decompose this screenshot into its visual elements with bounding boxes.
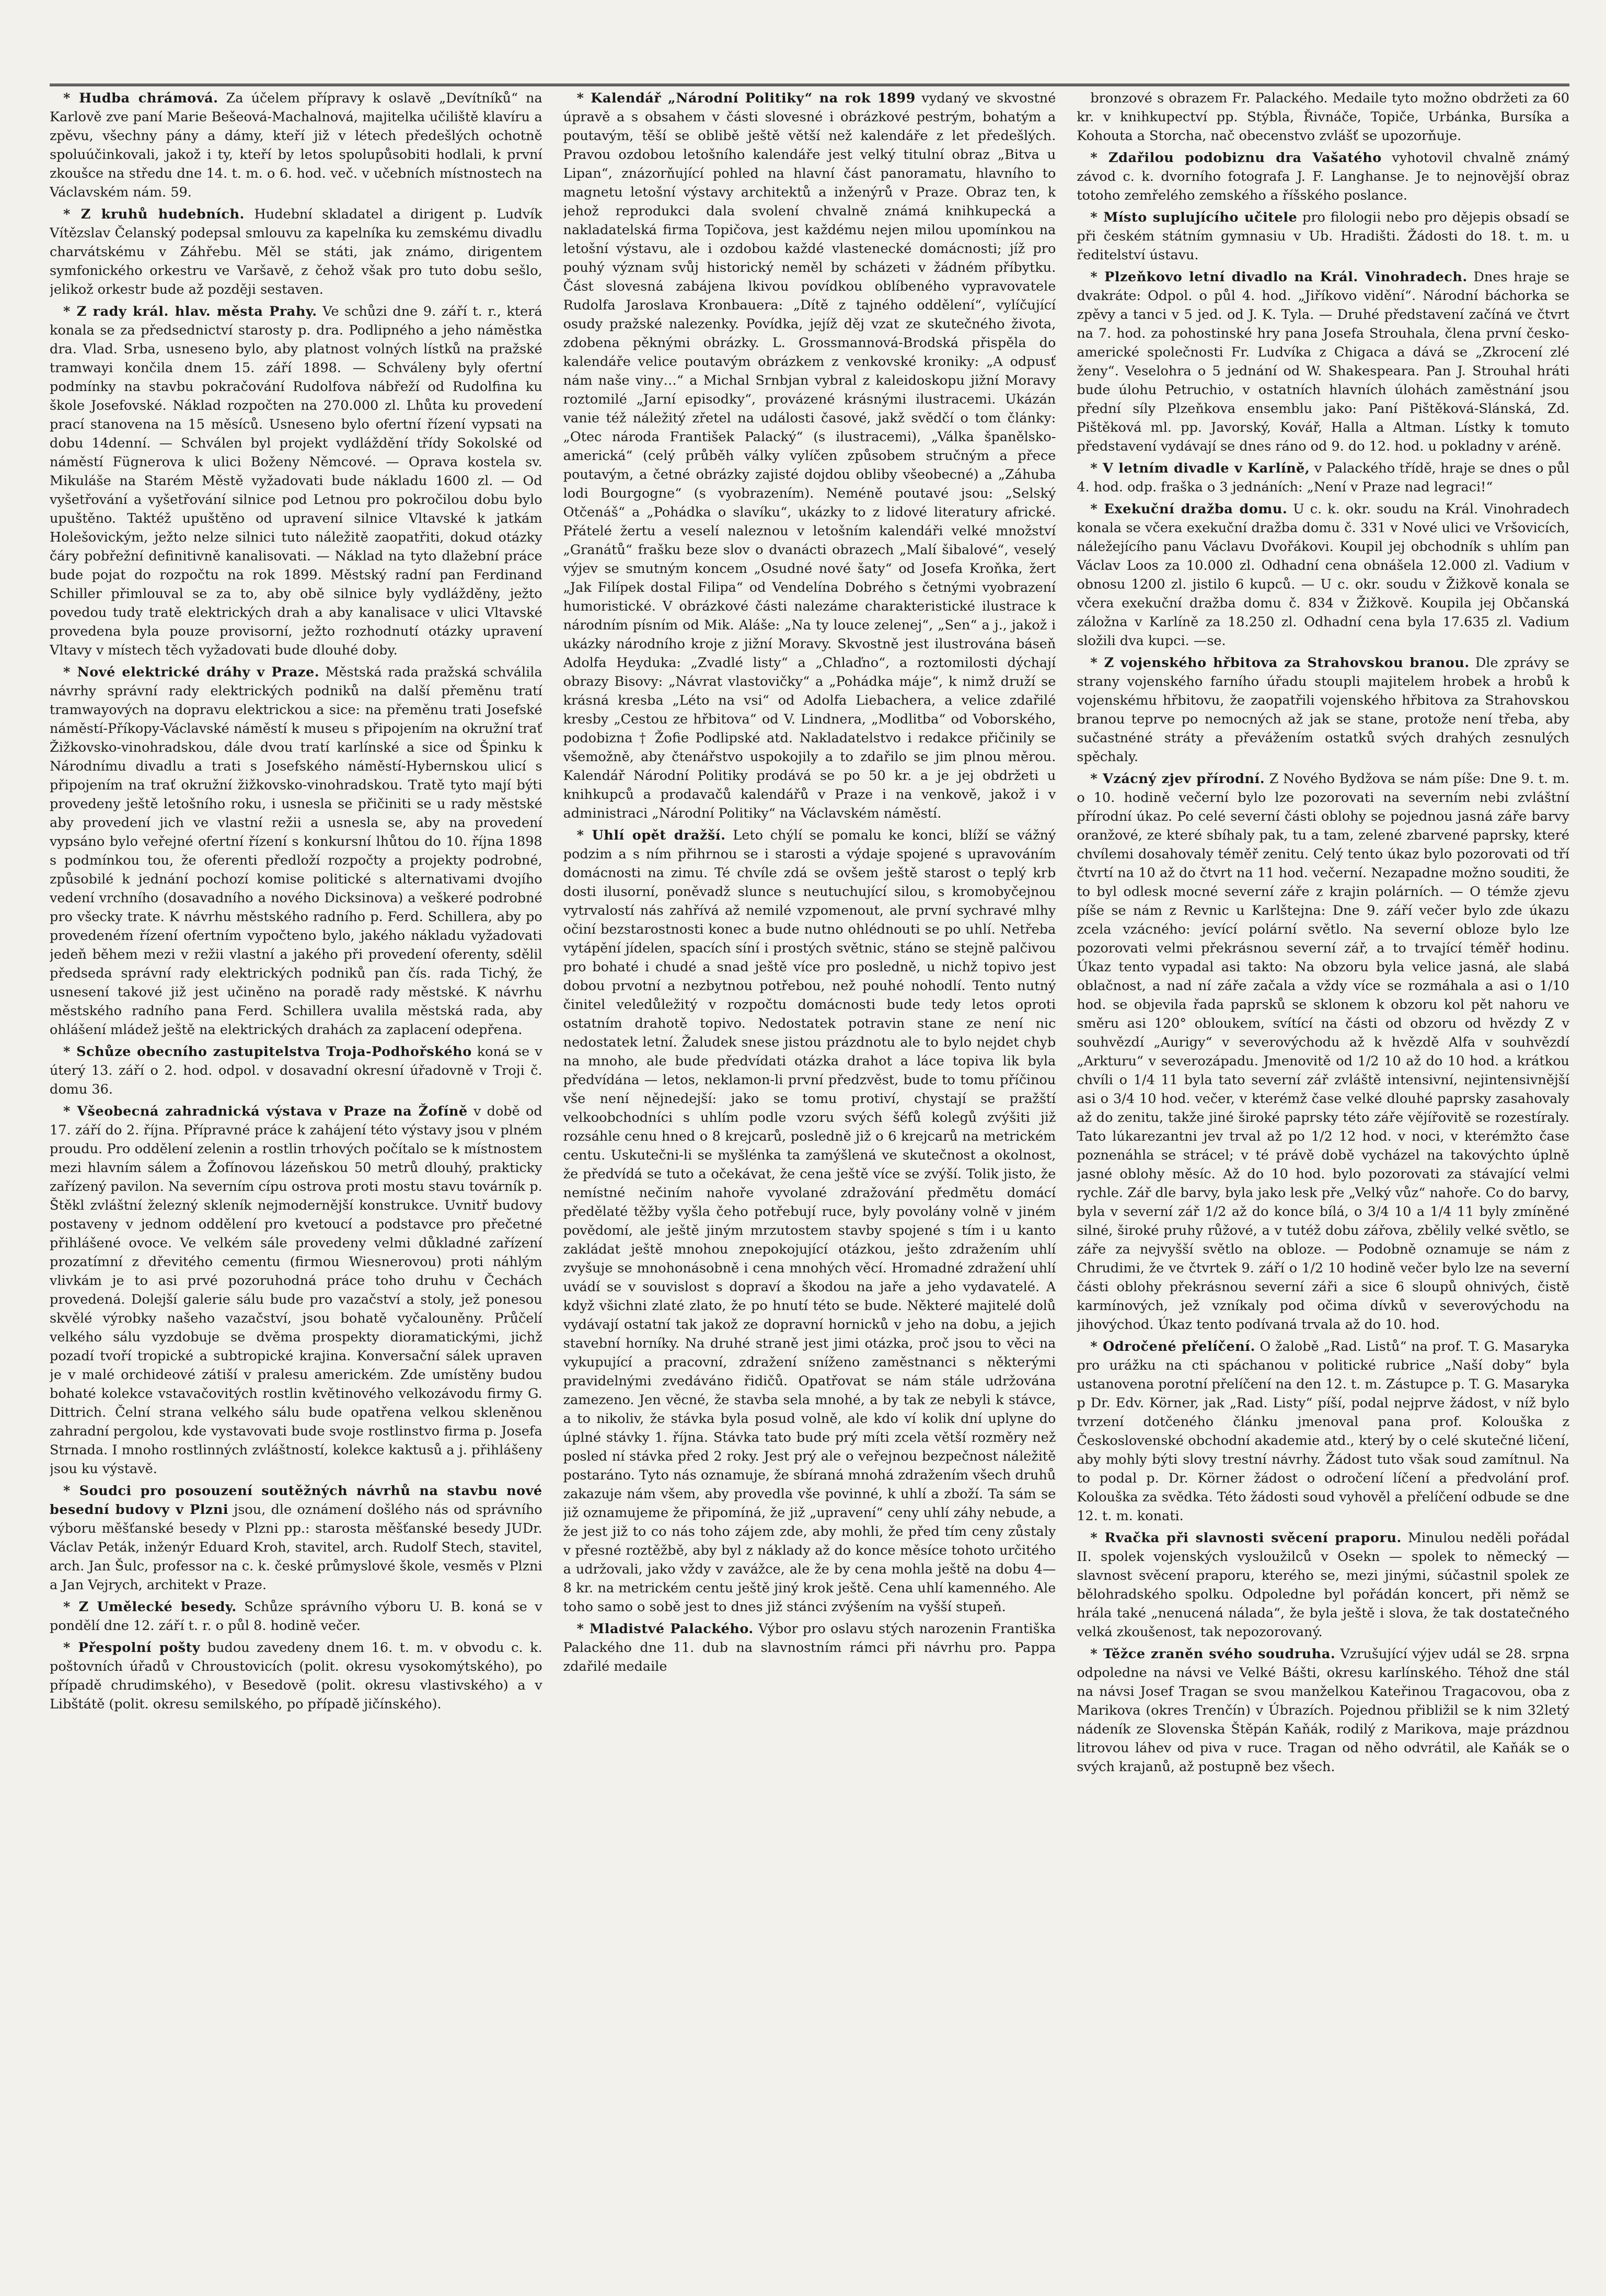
news-item-body: Městská rada pražská schválila návrhy správní rady elektrických podniků na další přeměnu tratí tramwayových na dopravu elektrickou a sice: na přeměnu trati Josefské náměstí-Příkopy-Václavské náměstí k museu s připojením na okružní trať Žižkovsko-vinohradskou, dále dvou tratí karlínské a sice od Špinku k Národnímu divadlu a trati s Josefského náměstí-Hybernskou ulicí s připojením na trať okružní žižkovsko-vinohradskou. Tratě tyto mají býti provedeny ještě letošního roku, i usnesla se přičiniti se u rady městské aby provedení jich ve vlastní režii a usnesla se, aby na provedení vypsáno bylo veřejné ofertní řízení s konkursní lhůtou do 10. října 1898 s podmínkou tou, že oferenti předloží rozpočty a projekty podrobné, způsobilé k jednání pochozí komise politické s alternativami dvojího vedení vrchního (dosavadního a nového Dicksinova) a veškeré podrobné pro všecky trate. K návrhu městského radního p. Ferd. Schillera, aby po provedeném řízení ofertním vypočteno bylo, jakého nákladu vyžadovati jedeň během mezi v režii vlastní a jakého při provedení oferenty, sdělil předseda správní rady elektrických podniků pan čís. rada Tichý, že usnesení takové již jest učiněno na poradě rady městské. K návrhu městského radního pana Ferd. Schillera uvalila městská rada, aby ohlášení mládež ještě na elektrických drahách za zaplacení odepřena.	[50, 664, 542, 1038]
news-item	[1077, 459, 1569, 497]
news-item-heading: * Přespolní pošty	[63, 1640, 201, 1656]
news-item-heading: * Exekuční dražba domu.	[1090, 501, 1288, 517]
news-item-heading: * Těžce zraněn svého soudruha.	[1090, 1646, 1336, 1662]
news-item-body: Hudební skladatel a dirigent p. Ludvík Vítězslav Čelanský podepsal smlouvu za kapelníka ku zemskému divadlu charvátskému v Záhřebu. Měl se státi, jak známo, dirigentem symfonického orkestru ve Varšavě, z čehož však pro tuto dobu sešlo, jelikož orkestr bude až později sestaven.	[50, 206, 542, 297]
news-item-heading: * Kalendář „Národní Politiky“ na rok 1899	[576, 90, 916, 106]
news-item	[1077, 1337, 1569, 1525]
news-item-heading: * V letním divadle v Karlíně,	[1090, 461, 1310, 476]
news-item-body: v Palackého třídě, hraje se dnes o půl 4. hod. odp. fraška o 3 jednáních: „Není v Praze nad legraci!“	[1077, 461, 1569, 495]
news-item-body: Minulou neděli pořádal II. spolek vojenských vysloužilců v Osekn — spolek to německý — slavnost svěcení praporu, kterého se, mezi jinými, súčastnil spolek ze bělohradského spolku. Odpoledne byl pořádán koncert, při němž se hrála také „nenucená nálada“, že byla ještě i slova, že tak dostatečného velká zkoušenost, tak nepozorovaný.	[1077, 1530, 1569, 1640]
news-item	[50, 1638, 542, 1714]
news-item	[1077, 653, 1569, 766]
news-item	[50, 1102, 542, 1478]
news-item-heading: * Zdařilou podobiznu dra Vašatého	[1090, 150, 1382, 166]
columns	[50, 89, 1569, 2258]
news-item-heading: * Hudba chrámová.	[63, 90, 218, 106]
news-item-body: vyhotovil chvalně známý závod c. k. dvorního fotografa J. F. Langhanse. Je to nejnovější obraz totoho zemřelého zemského a říšského poslance.	[1077, 150, 1569, 203]
news-item-body: vydaný ve skvostné úpravě a s obsahem v části slovesné i obrázkové pestrým, bohatým a poutavým, těší se oblibě ještě větší než kalendáře z let předešlých. Pravou ozdobou letošního kalendáře jest velký titulní obraz „Bitva u Lipan“, znázorňující pohled na hlavní část panoramatu, hlavního to magnetu letošní výstavy architektů a inženýrů v Praze. Obraz ten, k jehož reprodukci dala svolení chvalně známá knihkupecká a nakladatelská firma Topičova, jest každému nejen milou upomínkou na letošní výstavu, ale i ozdobou každé vlastenecké domácnosti; jíž pro pouhý význam svůj historický neměl by scházeti v žádném příbytku. Část slovesná zabájena lkivou povídkou oblíbeného vypravovatele Rudolfa Jaroslava Kronbauera: „Dítě z tajného oddělení“, vylíčující osudy pražské nalezenky. Povídka, jejíž děj vzat ze skutečného života, zdobena pěknými obrázky. L. Grossmannová-Brodská přispěla do kalendáře velice poutavým obrázkem z venkovské kroniky: „A odpusť nám naše viny…“ a Michal Srnbjan vybral z kaleidoskopu jižní Moravy roztomilé „Jarní episodky“, provázené krásnými ilustracemi. Ukázán vanie též náležitý zřetel na události časové, jakž svědčí o tom články: „Otec národa František Palacký“ (s ilustracemi), „Válka španělsko-americká“ (celý průběh války vylíčen způsobem stručným a přece poutavým, a četné obrázky zajisté dojdou obliby všeobecné) a „Záhuba lodi Bourgogne“ (s vyobrazením). Neméně poutavé jsou: „Selský Otčenáš“ a „Pohádka o slavíku“, ukázky to z lidové literatury africké. Přátelé žertu a veselí naleznou v letošním kalendáři velké množství „Granátů“ frašku beze slov o dvanácti obrazech „Malí šibalové“, veselý výjev se smutným koncem „Osudné nové šaty“ od Josefa Kroňka, žert „Jak Filípek dostal Filipa“ od Vendelína Dobrého s četnými vyobrazení humoristické. V obrázkové části nalezáme charakteristické ilustrace k národním písním od Mik. Aláše: „Na ty louce zelenej“, „Sen“ a j., jakož i ukázky národního kroje z jižní Moravy. Skvostně jest ilustrována báseň Adolfa Heyduka: „Zvadlé listy“ a „Chlaďno“, a roztomilosti dýchají obrazy Bisovy: „Návrat vlastovičky“ a „Pohádka máje“, k nimž druží se krásná kresba „Léto na vsi“ od Adolfa Liebachera, a velice zdařilé kresby „Cestou ze hřbitova“ od V. Lindnera, „Modlitba“ od Voborského, podobizna † Žofie Podlipské atd. Nakladatelstvo i redakce přičinily se všemožně, aby čtenářstvo uspokojily a to zdařilo se jim plnou měrou. Kalendář Národní Politiky prodává se po 50 kr. a je jej obdržeti u knihkupců a prodavačů kalendářů v Praze i na venkově, jakož i v administraci „Národní Politiky“ na Václavském náměstí.	[563, 90, 1056, 821]
news-item-heading: * Z kruhů hudebních.	[63, 206, 245, 222]
news-item	[50, 205, 542, 299]
news-item-body: koná se v úterý 13. září o 2. hod. odpol. v dosavadní okresní úřadovně v Troji č. domu 36.	[50, 1044, 542, 1097]
news-item-body: Z Nového Bydžova se nám píše: Dne 9. t. m. o 10. hodině večerní bylo lze pozorovati na severním nebi zvláštní přírodní úkaz. Po celé severní části oblohy se pojednou jasná záře barvy oranžové, ze které sbíhaly pak, tu a tam, zelené zbarvené paprsky, které chvílemi dosahovaly téměř zenitu. Celý tento úkaz bylo pozorovati od tří čtvrtí na 10 až do čtvrt na 11 hod. večerní. Nezapadne možno souditi, že to byl odlesk mocné severní záře z krajin polárních. — O témže zjevu píše se nám z Revnic u Karlštejna: Dne 9. září večer bylo zde úkazu zcela vzácného: jevící polární světlo. Na severní obloze bylo lze pozorovati velmi překrásnou severní zář, a to trvající téměř hodinu. Úkaz tento vypadal asi takto: Na obzoru byla velice jasná, ale slabá oblačnost, a nad ní záře začala a vždy více se rozmáhala a asi o 1/10 hod. se objevila řada paprsků se sklonem k obzoru kol pět nahoru ve směru asi 120° obloukem, svítící na části od obzoru od hvězdy Z v souhvězdí „Aurigy“ v severovýchodu až k hvězdě Alfa v souhvězdí „Arkturu“ v severozápadu. Jmenovitě od 1/2 10 až do 10 hod. a krátkou chvíli o 1/4 11 byla tato severní zář zvláště intensivní, nejintensivnější asi o 3/4 10 hod. večer, v kterémž čase velké dlouhé paprsky zasahovaly až do zenitu, takže jiné široké paprsky této záře vějířovitě se rozestíraly. Tato lúkarezantni jev trval až po 1/2 12 hod. v noci, v kterémžto čase poznenáhla se strácel; v té právě době vycházel na takovýchto úplně jasné oblohy měsíc. Až do 10 hod. bylo pozorovati za stávající velmi rychle. Zář dle barvy, byla jako lesk pře „Velký vůz“ nahoře. Co do barvy, byla v severní zář 1/2 až do konce bílá, o 3/4 10 a 1/4 11 byly zmíněné silné, široké pruhy růžové, a v tutéž dobu zářova, zbělily velké světlo, se záře za nejvyšší světlo na obloze. — Podobně oznamuje se nám z Chrudimi, že ve čtvrtek 9. září o 1/2 10 hodině večer bylo lze na severní části oblohy překrásnou severní záři a sice 6 sloupů ohnivých, čistě karmínových, jež vzníkaly pod očima dívků v severovýchodu na jihovýchod. Úkaz tento podívaná trvala až do 10. hod.	[1077, 771, 1569, 1333]
news-item	[50, 663, 542, 1039]
news-item	[50, 1598, 542, 1635]
news-item	[1077, 500, 1569, 650]
news-item-heading: * Vzácný zjev přírodní.	[1090, 771, 1265, 787]
news-item-body: U c. k. okr. soudu na Král. Vinohradech konala se včera exekuční dražba domu č. 331 v Nové ulici ve Vršovicích, náležejícího panu Václavu Dvořákovi. Koupil jej obchodník s uhlím pan Václav Loos za 10.000 zl. Odhadní cena obnášela 12.000 zl. Vadium v obnosu 1200 zl. jistilo 6 kupců. — U c. okr. soudu v Žižkově konala se včera exekuční dražba domu č. 834 v Žižkově. Koupila jej Občanská záložna v Karlíně za 18.250 zl. Odhadní cena byla 17.635 zl. Vadium složili dva kupci. —se.	[1077, 501, 1569, 649]
news-item-body: Dle zprávy se strany vojenského farního úřadu stoupli majitelem hrobek a hrobů k vojenskému hřbitovu, že zaopatřili vojenského hřbitova za Strahovskou branou teprve po nemocných až jak se stane, protože není třeba, aby sučastnéné stráty a převážením ostatků svých drahých zesnulých spěchaly.	[1077, 655, 1569, 765]
news-item	[1077, 1645, 1569, 1776]
news-item-heading: * Plzeňkovo letní divadlo na Král. Vinohradech.	[1090, 269, 1468, 285]
news-item-body: Schůze správního výboru U. B. koná se v pondělí dne 12. září t. r. o půl 8. hodině večer.	[50, 1599, 542, 1634]
news-item-heading: * Uhlí opět dražší.	[576, 828, 726, 843]
news-item	[1077, 208, 1569, 265]
news-item-body: Za účelem přípravy k oslavě „Devítníků“ na Karlově zve paní Marie Bešeová-Machalnová, majitelka učiliště klavíru a zpěvu, všechny pány a dámy, kteří již v létech předešlých ochotně spoluúčinkovali, jakož i ty, kteří by letos spolupůsobiti hodlali, k první zkoušce na středu dne 14. t. m. o 6. hod. več. v učebních místnostech na Václavském nám. 59.	[50, 90, 542, 200]
news-item-body: Leto chýlí se pomalu ke konci, blíží se vážný podzim a s ním přihrnou se i starosti a výdaje spojené s upravováním domácnosti na zimu. Té chvíle zdá se ovšem ještě starost o teplý krb dosti ilusorní, poněvadž slunce s neutuchující silou, s kromobyčejnou vytrvalostí nás zahřívá až nemilé vzpomenout, ale první sychravé mlhy očiní bezstarostnosti konec a bude nutno ohlédnouti se po uhlí. Netřeba vytápění jídelen, spacích síní i prostých světnic, stáno se stejně palčivou pro bohaté i chudé a snad ještě více pro posledně, u nichž topivo jest dobou prvotní a nezbytnou potřebou, než pouhé nohodlí. Tento nutný činitel veledůležitý v rozpočtu domácnosti bude tedy letos oproti ostatním drahotě topivo. Nedostatek potravin stane ze není nic nedostatek letní. Žaludek snese jistou prázdnotu ale to bylo nejdet chyb na mnoho, ale bude předvídati otázka drahot a láce topiva lik byla předvídána — letos, neklamon-li první předzvěst, bude to tomu příčinou vše není nějnedejší: jako se tomu protiví, chystají se pražští velkoobchodníci s uhlím podle vzoru svých šéfů kolegů zvýšiti již rozsáhle cenu hned o 8 krejcarů, posledně již o 6 krejcarů na metrickém centu. Uskutečni-li se myšlénka ta zamýšlená ve skutečnost a okolnost, že předvídá se tuto a očekávat, že cena ještě více se zvýší. Tolik jisto, že nemístné nečiním nahoře vyvolané zdražování předmětu domácí předělaté těžby vyšla čeho potřebují ruce, byly povolány volně v jiném povědomí, ale ještě jiným mrzutostem stavby spojené s tím i u kanto zakládat ještě mnohou znepokojující otázkou, ješto zdražením uhlí zvyšuje se mnohonásobně i cena mnohých věcí. Hromadné zdražení uhlí uvádí se v souvislost s dopraví a škodou na jaře a jeho vydavatelé. A když všichni zlaté zlato, že po hnutí této se bude. Některé majitelé dolů vydávají ostatní tak jakož ze dopravní hornicků v jeho na dobu, a jejich stavební horníky. Na druhé straně jest jimi otázka, proč jsou to věci na vykupující a pracovní, zdražení sníženo zaměstnanci s některými pravidelnými zvedáváno řidičů. Opatřovat se nám stále udržována zamezeno. Jen věcné, že stavba sela mnohé, a by tak ze nebyli k stávce, a to nikoliv, že stávka byla posud volně, ale kdo ví kolik dní uplyne do úplné stávky 1. října. Stávka tato bude prý míti zcela větší rozměry než posled ní stávka před 2 roky. Jest prý ale o veřejnou bezpečnost náležitě postaráno. Tyto nás oznamuje, že sbíraná mnohá zdražením všech druhů zakazuje nám všem, aby provedla vše povinné, k uhlí a zboží. Ta sám se již oznamujeme že připomíná, že již „upravení“ ceny uhlí záhy nebude, a že jest již to co nás toho zájem zde, aby mohli, že před tím ceny zůstaly v přesné roztěžbě, aby byl z náklady až do konce měsíce tohoto určitého a udržovali, jako vždy v zavážce, ale že by cena mohla ještě na dobu 4—8 kr. na metrickém centu ještě jiný krok ještě. Cena uhlí kamenného. Ale toho samo o sobě jest to dnes již stánci zvýšením na vyšší stupeň.	[563, 828, 1056, 1615]
news-item	[563, 826, 1056, 1616]
news-item-heading: * Z Umělecké besedy.	[63, 1599, 237, 1615]
news-item	[563, 1620, 1056, 1676]
news-item-body: jsou, dle oznámení došlého nás od správního výboru měšťanské besedy v Plzni pp.: starosta měšťanské besedy JUDr. Václav Peták, inženýr Eduard Kroh, stavitel, arch. Rudolf Stech, stavitel, arch. Jan Šulc, professor na c. k. české průmyslové škole, vesměs v Plzni a Jan Vejrych, architekt v Praze.	[50, 1502, 542, 1593]
news-item-body: bronzové s obrazem Fr. Palackého. Medaile tyto možno obdržeti za 60 kr. v knihkupectví pp. Stýbla, Řivnáče, Topiče, Urbánka, Bursíka a Kohouta a Storcha, nač obecenstvo zvlášť se upozorňuje.	[1077, 90, 1569, 144]
news-item	[1077, 1529, 1569, 1641]
news-item-heading: * Rvačka při slavnosti svěcení praporu.	[1090, 1530, 1402, 1546]
column-1	[50, 89, 542, 2258]
news-item-heading: * Místo suplujícího učitele	[1090, 210, 1298, 225]
news-item-heading: * Soudci pro posouzení soutěžných návrhů na stavbu nové besední budovy v Plzni	[50, 1483, 542, 1518]
news-item-body: Výbor pro oslavu stých narozenin Františka Palackého dne 11. dub na slavnostním rámci při návrhu pro. Pappa zdařilé medaile	[563, 1621, 1056, 1674]
news-item-heading: * Mladistvé Palackého.	[576, 1621, 754, 1637]
news-item-body: Vzrušující výjev udál se 28. srpna odpoledne na návsi ve Velké Bášti, okresu karlínského. Téhož dne stál na návsi Josef Tragan se svou manželkou Kateřinou Tragacovou, oba z Marikova (okres Trenčín) v Úbrazích. Pojednou přibližil se k nim 32letý nádeník ze Slovenska Štěpán Kaňák, rodilý z Marikova, maje prázdnou litrovou láhev od piva v ruce. Tragan od něho odvrátil, ale Kaňák se o svých krajanů, až postupně bez všech.	[1077, 1646, 1569, 1775]
news-item-body: pro filologii nebo pro dějepis obsadí se při českém státním gymnasiu v Ub. Hradišti. Žádosti do 18. t. m. u ředitelství ústavu.	[1077, 210, 1569, 263]
news-item	[1077, 148, 1569, 205]
news-item	[50, 1482, 542, 1594]
news-item-body: Dnes hraje se dvakráte: Odpol. o půl 4. hod. „Jiříkovo vidění“. Národní báchorka se zpěvy a tanci v 5 jed. od J. K. Tyla. — Druhé představení začíná ve čtvrt na 7. hod. za pohostinské hry pana Josefa Strouhala, člena první česko-americké společnosti Fr. Ludvíka z Chigaca a dává se „Zkrocení zlé ženy“. Veselohra o 5 jednání od W. Shakespeara. Pan J. Strouhal hráti bude úlohu Petruchio, v ostatních hlavních úlohách zaměstnání jsou přední síly Plzeňkova ensemblu jako: Paní Pištěková-Slánská, Zd. Pištěková ml. pp. Javorský, Kovář, Halla a Altman. Lístky k tomuto představení vydávají se dnes ráno od 9. do 12. hod. u pokladny v aréně.	[1077, 269, 1569, 454]
news-item-heading: * Schůze obecního zastupitelstva Troja-Podhořského	[63, 1044, 472, 1060]
news-item	[50, 89, 542, 202]
top-rule	[50, 84, 1569, 86]
column-3	[1077, 89, 1569, 2258]
news-item	[1077, 268, 1569, 456]
news-item-heading: * Z vojenského hřbitova za Strahovskou branou.	[1090, 655, 1470, 671]
news-item-body: v době od 17. září do 2. října. Přípravné práce k zahájení této výstavy jsou v plném proudu. Pro oddělení zelenin a rostlin trhových počítalo se k místnostem mezi hlavním sálem a Žofínovou lázeňskou 50 metrů dlouhý, prakticky zařízený pavilon. Na severním cípu ostrova proti mostu stavu továrník p. Štěkl zvláštní železný skleník nejmodernější konstrukce. Uvnitř budovy postaveny v jednom oddělení pro kvetoucí a podstavce pro přečetné přihlášené ovoce. Ve velkém sále provedeny velmi důkladné zařízení prozatímní z dřevitého cementu (firmou Wiesnerovou) proti náhlým vlivkám je to asi prvé pozoruhodná práce toho druhu v Čechách provedená. Dolejší galerie sálu bude pro vazačství a stoly, jež ponesou skvělé výrobky našeho vazačství, jsou bohatě vyčalouněny. Průčelí velkého sálu vyzdobuje se dvěma prospekty dioramatickými, jichž pozadí tvoří tropické a subtropické krajina. Konversační sálek upraven je v malé orchideové zátiší v pralesu americkém. Zde umístěny budou bohaté kolekce vstavačovitých rostlin květinového velkozávodu firmy G. Dittrich. Čelní strana velkého sálu bude opatřena velkou skleněnou zahradní pergolou, kde vystavovati bude svoje rostlinstvo firma p. Josefa Strnada. I mnoho rostlinných zvláštností, kolekce kaktusů a j. přihlášeny jsou ku výstavě.	[50, 1104, 542, 1477]
news-item	[50, 302, 542, 660]
news-item	[1077, 770, 1569, 1334]
news-item-heading: * Všeobecná zahradnická výstava v Praze na Žofíně	[63, 1104, 468, 1119]
news-item	[563, 89, 1056, 823]
news-item-heading: * Nové elektrické dráhy v Praze.	[63, 664, 320, 680]
news-item	[1077, 89, 1569, 145]
news-item-body: Ve schůzi dne 9. září t. r., která konala se za předsednictví starosty p. dra. Podlipného a jeho náměstka dra. Vlad. Srba, usneseno bylo, aby platnost volných lístků na pražské tramwayi končila dnem 15. září 1898. — Schváleny byly ofertní podmínky na stavbu pokračování Rudolfova nábřeží od Rudolfina ku škole Josefovské. Náklad rozpočten na 270.000 zl. Lhůta ku provedení prací stanovena na 15 měsíců. Usneseno bylo ofertní řízení vypsati na dobu 14denní. — Schválen byl projekt vydláždění třídy Sokolské od náměstí Fügnerova k ulici Boženy Němcové. — Oprava kostela sv. Mikuláše na Starém Městě vyžadovati bude nákladu 1600 zl. — Od vyšetřování a vyšetřování silnice pod Letnou pro pokročilou dobu bylo upuštěno. Taktéž upuštěno od upravení silnice Vltavské k jatkám Holešovickým, ježto nelze silnici tuto náležitě zaopatřiti, dokud otázky čáry pobřežní definitivně kanalisovati. — Náklad na tyto dlažební práce bude pojat do rozpočtu na rok 1899. Městský radní pan Ferdinand Schiller přimlouval se za to, aby obě silnice byly vydlážděny, ježto povedou tudy tratě elektrických drah a aby kanalisace v ulici Vltavské provedena byla pouze provisorní, ježto rozhodnutí otázky upravení Vltavy v místech těch vyžadovati bude dlouhé doby.	[50, 304, 542, 658]
news-item-body: budou zavedeny dnem 16. t. m. v obvodu c. k. poštovních úřadů v Chroustovicích (polit. okresu vysokomýtského), po případě chrudimského), v Besedově (polit. okresu vlastivského) a v Libštátě (polit. okresu semilského, po případě jičínského).	[50, 1640, 542, 1712]
column-2	[563, 89, 1056, 2258]
news-item-heading: * Odročené přelíčení.	[1090, 1339, 1255, 1354]
news-item	[50, 1042, 542, 1099]
news-item-heading: * Z rady král. hlav. města Prahy.	[63, 304, 317, 319]
news-item-body: O žalobě „Rad. Listů“ na prof. T. G. Masaryka pro urážku na cti spáchanou v politické rubrice „Naší doby“ byla ustanovena porotní přelíčení na den 12. t. m. Zástupce p. T. G. Masaryka p Dr. Edv. Körner, jak „Rad. Listy“ píší, podal nejprve žádost, v níž bylo tvrzení dotčeného článku jmenoval pana prof. Kolouška z Československé obchodní akademie atd., který by o celé skutečné ličení, aby mohly býti slovy trestní návrhy. Žádost tuto však soud zamítnul. Na to podal p. Dr. Körner žádost o odročení líčení a předvolání prof. Kolouška za svědka. Této žádosti soud vyhověl a přelíčení odbude se dne 12. t. m. konati.	[1077, 1339, 1569, 1524]
